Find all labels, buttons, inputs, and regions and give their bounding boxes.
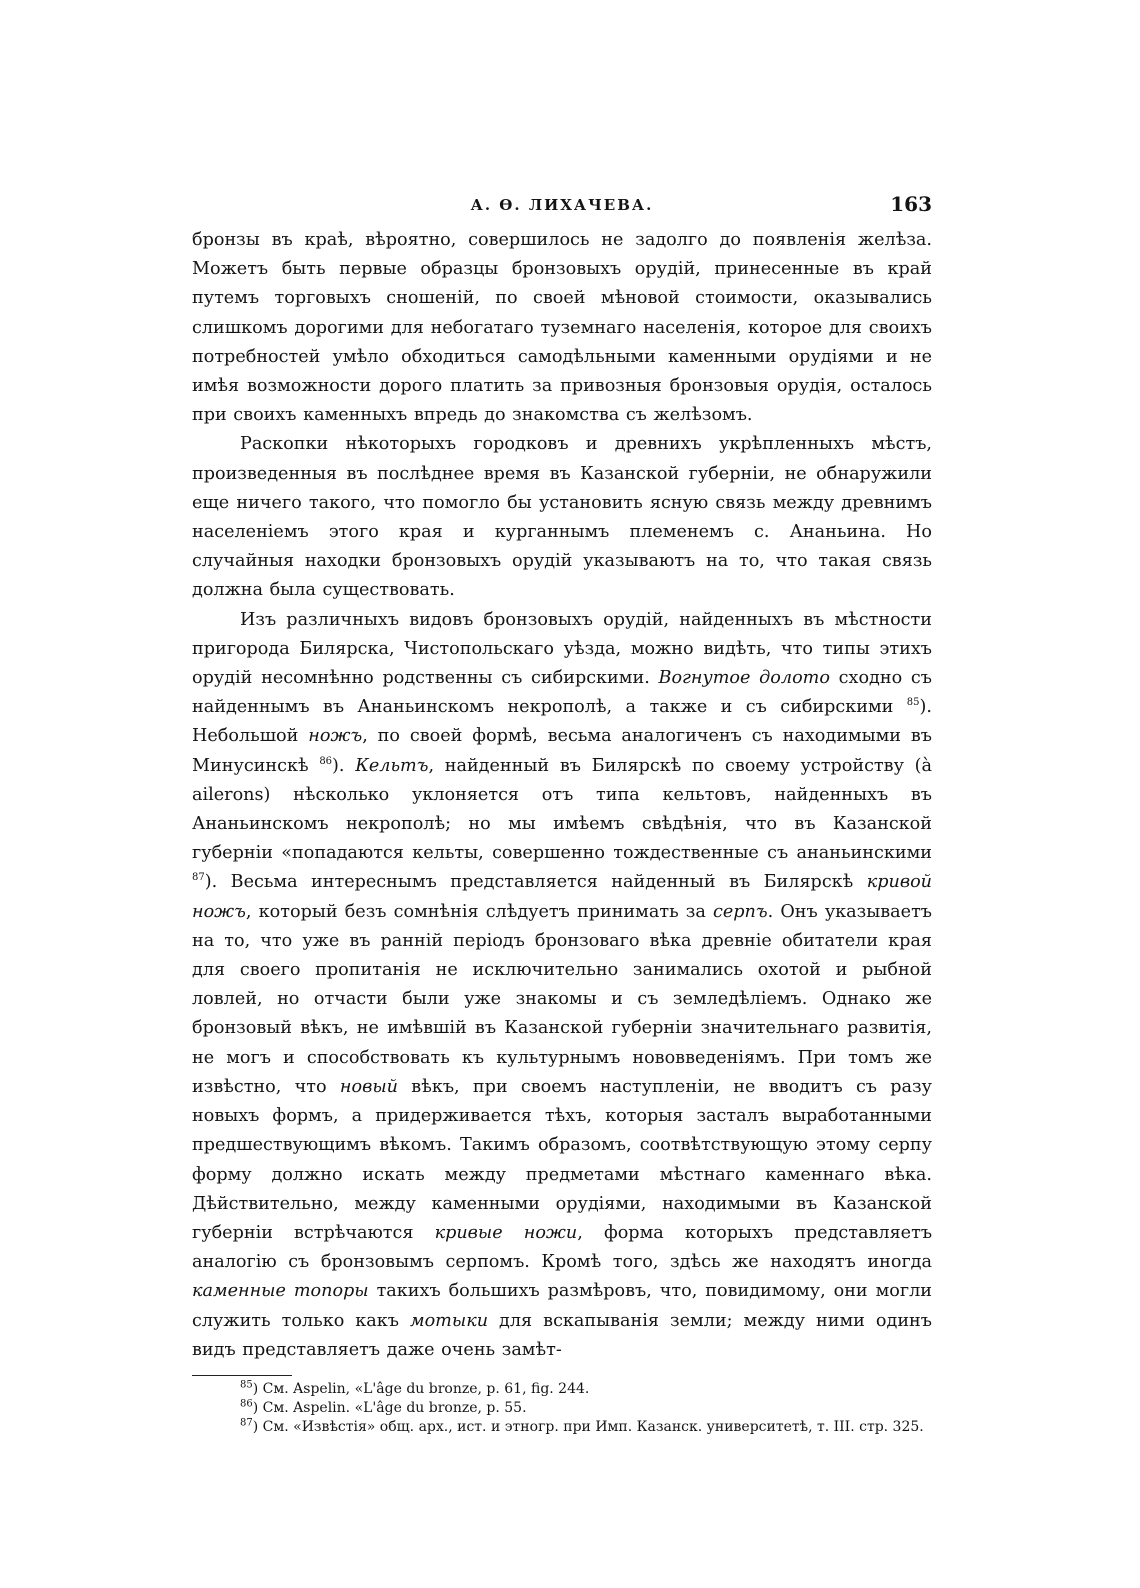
- text-run: , по своей формѣ, весьма аналогиченъ съ находимыми въ Минусинскѣ: [192, 726, 932, 776]
- text-run: вѣкъ, при своемъ наступленіи, не вводитъ съ разу новыхъ формъ, а придерживается тѣхъ, которыя засталъ выработанными предшествующимъ вѣкомъ. Такимъ образомъ, соотвѣтствующую этому серпу форму должно искать между предметами мѣстнаго каменнаго вѣка. Дѣйствительно, между каменными орудіями, находимыми въ Казанской губерніи встрѣчаются: [192, 1076, 932, 1243]
- footnote-divider: [192, 1375, 292, 1376]
- italic-term: мотыки: [410, 1310, 489, 1331]
- text-run: , который безъ сомнѣнія слѣдуетъ принимать за: [245, 901, 714, 922]
- italic-term: новый: [339, 1076, 398, 1097]
- text-run: сходно съ найденнымъ въ Ананьинскомъ некрополѣ, а также и съ сибирскими: [192, 668, 932, 718]
- footnote-85: [192, 1380, 932, 1399]
- italic-term: ножъ: [308, 726, 363, 747]
- header-title: А. Ѳ. ЛИХАЧЕВА.: [470, 196, 654, 214]
- footnote-text: ) См. «Извѣстія» общ. арх., ист. и этногр. при Имп. Казанск. университетѣ, т. III. стр. 325.: [252, 1418, 924, 1435]
- italic-term: кривой ножъ: [192, 872, 932, 922]
- italic-term: серпъ: [713, 901, 768, 922]
- page-number: 163: [890, 192, 932, 216]
- text-run: ). Весьма интереснымъ представляется найденный въ Билярскѣ: [204, 872, 867, 893]
- footnote-number: 85: [240, 1379, 253, 1391]
- footnote-text: ) См. Aspelin. «L'âge du bronze, p. 55.: [252, 1399, 527, 1416]
- footnote-ref: 86: [319, 755, 333, 767]
- body-text: [192, 226, 932, 1365]
- running-header: [192, 188, 932, 224]
- text-run: Изъ различныхъ видовъ бронзовыхъ орудій, найденныхъ въ мѣстности пригорода Билярска, Чистопольскаго уѣзда, можно видѣть, что типы этихъ орудій несомнѣнно родственны съ сибирскими.: [192, 609, 932, 689]
- footnote-ref: 85: [906, 697, 920, 709]
- text-run: такихъ большихъ размѣровъ, что, повидимому, они могли служить только какъ: [192, 1281, 932, 1331]
- paragraph-3: [192, 606, 932, 1365]
- text-run: . Онъ указываетъ на то, что уже въ ранній періодъ бронзоваго вѣка древніе обитатели края для своего пропитанія не исключительно занимались охотой и рыбной ловлей, но отчасти были уже знакомы и съ земледѣліемъ. Однако же бронзовый вѣкъ, не имѣвшій въ Казанской губерніи значительнаго развитія, не могъ и способствовать къ культурнымъ нововведеніямъ. При томъ же извѣстно, что: [192, 901, 932, 1097]
- footnotes: [192, 1380, 932, 1437]
- italic-term: Кельтъ: [355, 755, 429, 776]
- paragraph-2: [192, 430, 932, 605]
- text-run: ). Небольшой: [192, 697, 932, 747]
- text-run: , форма которыхъ представляетъ аналогію съ бронзовымъ серпомъ. Кромѣ того, здѣсь же находятъ иногда: [192, 1222, 933, 1273]
- text-run: ).: [332, 755, 356, 776]
- text-run: бронзы въ краѣ, вѣроятно, совершилось не задолго до появленія желѣза. Можетъ быть первые образцы бронзовыхъ орудій, принесенные въ край путемъ торговыхъ сношеній, по своей мѣновой стоимости, оказывались слишкомъ дорогими для небогатаго туземнаго населенія, которое для своихъ потребностей умѣло обходиться самодѣльными каменными орудіями и не имѣя возможности дорого платить за привозныя бронзовыя орудія, осталось при своихъ каменныхъ впредь до знакомства съ желѣзомъ.: [192, 230, 932, 426]
- footnote-86: [192, 1399, 932, 1418]
- italic-term: Вогнутое долото: [658, 668, 830, 689]
- footnote-number: 86: [240, 1398, 253, 1410]
- page: [192, 188, 932, 1437]
- footnote-number: 87: [240, 1417, 253, 1429]
- paragraph-1: [192, 226, 932, 430]
- text-run: Раскопки нѣкоторыхъ городковъ и древнихъ укрѣпленныхъ мѣстъ, произведенныя въ послѣднее время въ Казанской губерніи, не обнаружили еще ничего такого, что помогло бы установить ясную связь между древнимъ населеніемъ этого края и курганнымъ племенемъ с. Ананьина. Но случайныя находки бронзовыхъ орудій указываютъ на то, что такая связь должна была существовать.: [192, 434, 932, 601]
- italic-term: кривые ножи: [434, 1222, 578, 1243]
- italic-term: каменные топоры: [192, 1281, 369, 1302]
- footnote-ref: 87: [192, 872, 205, 884]
- footnote-text: ) См. Aspelin, «L'âge du bronze, p. 61, fig. 244.: [252, 1380, 590, 1397]
- text-run: для вскапыванія земли; между ними одинъ видъ представляетъ даже очень замѣт-: [192, 1310, 932, 1360]
- text-run: , найденный въ Билярскѣ по своему устройству (à ailerons) нѣсколько уклоняется отъ типа кельтовъ, найденныхъ въ Ананьинскомъ некрополѣ; но мы имѣемъ свѣдѣнія, что въ Казанской губерніи «попадаются кельты, совершенно тождественные съ ананьинскими: [192, 755, 932, 864]
- footnote-87: [192, 1418, 932, 1437]
